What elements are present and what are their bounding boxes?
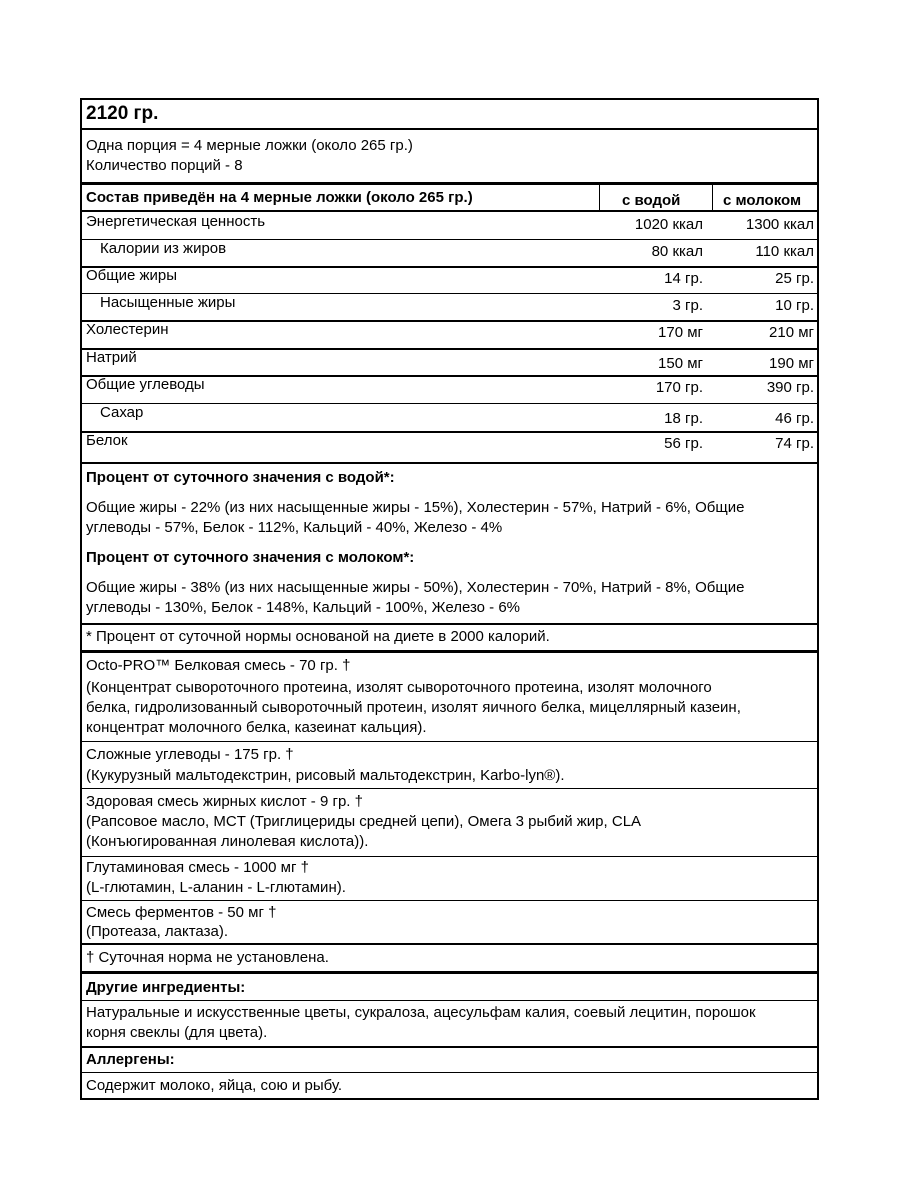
blend-protein-text: концентрат молочного белка, казеинат кальция). — [86, 719, 427, 736]
value-water: 150 мг — [658, 355, 703, 372]
divider — [82, 1000, 817, 1001]
daily-water-text: углеводы - 57%, Белок - 112%, Кальций - 40%, Железо - 4% — [86, 519, 503, 536]
divider — [82, 375, 817, 377]
nutrient-name: Холестерин — [86, 321, 169, 338]
value-milk: 46 гр. — [775, 410, 814, 427]
value-milk: 210 мг — [769, 324, 814, 341]
divider — [82, 403, 817, 404]
table-row — [82, 375, 817, 402]
nutrient-name: Общие углеводы — [86, 376, 205, 393]
blend-fats-title: Здоровая смесь жирных кислот - 9 гр. † — [86, 793, 363, 810]
allergens-title: Аллергены: — [86, 1051, 175, 1068]
table-row — [82, 403, 817, 430]
divider — [82, 943, 817, 945]
serving-size: Одна порция = 4 мерные ложки (около 265 гр.) — [86, 137, 413, 154]
blend-protein-text: (Концентрат сывороточного протеина, изолят сывороточного протеина, изолят молочного — [86, 679, 712, 696]
table-row — [82, 293, 817, 320]
value-water: 56 гр. — [664, 435, 703, 452]
divider — [82, 239, 817, 240]
daily-milk-text: Общие жиры - 38% (из них насыщенные жиры - 50%), Холестерин - 70%, Натрий - 8%, Общие — [86, 579, 745, 596]
value-milk: 25 гр. — [775, 270, 814, 287]
blend-enzymes-text: (Протеаза, лактаза). — [86, 923, 228, 940]
value-water: 80 ккал — [651, 243, 703, 260]
table-row — [82, 239, 817, 266]
blend-glutamine-text: (L-глютамин, L-аланин - L-глютамин). — [86, 879, 346, 896]
divider — [82, 462, 817, 464]
value-water: 170 гр. — [655, 379, 703, 396]
other-ingredients-text: Натуральные и искусственные цветы, сукралоза, ацесульфам калия, соевый лецитин, порошок — [86, 1004, 756, 1021]
nutrient-name: Общие жиры — [86, 267, 178, 284]
blend-enzymes-title: Смесь ферментов - 50 мг † — [86, 904, 277, 921]
divider — [599, 184, 600, 212]
nutrition-label — [80, 98, 819, 1100]
blend-protein-title: Octo-PRO™ Белковая смесь - 70 гр. † — [86, 657, 351, 674]
col-milk-header: с молоком — [723, 192, 802, 209]
other-ingredients-title: Другие ингредиенты: — [86, 979, 246, 996]
value-milk: 390 гр. — [766, 379, 814, 396]
blend-carbs-title: Сложные углеводы - 175 гр. † — [86, 746, 294, 763]
table-row — [82, 212, 817, 239]
value-water: 3 гр. — [672, 297, 703, 314]
divider — [82, 431, 817, 433]
value-milk: 110 ккал — [755, 243, 814, 260]
table-row — [82, 348, 817, 375]
divider — [82, 856, 817, 857]
dagger-note: † Суточная норма не установлена. — [86, 949, 329, 966]
allergens-text: Содержит молоко, яйца, сою и рыбу. — [86, 1077, 343, 1094]
divider — [82, 741, 817, 742]
value-milk: 190 мг — [769, 355, 814, 372]
blend-fats-text: (Конъюгированная линолевая кислота)). — [86, 833, 369, 850]
servings-count: Количество порций - 8 — [86, 157, 243, 174]
divider — [82, 900, 817, 901]
value-water: 1020 ккал — [634, 216, 703, 233]
blend-carbs-text: (Кукурузный мальтодекстрин, рисовый мальтодекстрин, Karbo-lyn®). — [86, 767, 565, 784]
divider — [82, 971, 817, 974]
value-water: 14 гр. — [664, 270, 703, 287]
divider — [82, 128, 817, 130]
daily-water-text: Общие жиры - 22% (из них насыщенные жиры - 15%), Холестерин - 57%, Натрий - 6%, Общие — [86, 499, 745, 516]
nutrient-name: Белок — [86, 432, 128, 449]
divider — [82, 650, 817, 653]
nutrient-name: Энергетическая ценность — [86, 213, 266, 230]
value-milk: 10 гр. — [775, 297, 814, 314]
divider — [82, 348, 817, 350]
divider — [82, 293, 817, 294]
divider — [82, 623, 817, 625]
col-water-header: с водой — [622, 192, 681, 209]
table-header-label: Состав приведён на 4 мерные ложки (около 265 гр.) — [86, 189, 473, 206]
value-milk: 74 гр. — [775, 435, 814, 452]
value-water: 18 гр. — [664, 410, 703, 427]
divider — [82, 1072, 817, 1073]
blend-fats-text: (Рапсовое масло, MCT (Триглицериды средней цепи), Омега 3 рыбий жир, CLA — [86, 813, 642, 830]
divider — [712, 184, 713, 212]
value-water: 170 мг — [658, 324, 703, 341]
table-row — [82, 320, 817, 347]
other-ingredients-text: корня свеклы (для цвета). — [86, 1024, 268, 1041]
blend-protein-text: белка, гидролизованный сывороточный протеин, изолят яичного белка, мицеллярный казеин, — [86, 699, 741, 716]
nutrient-name: Натрий — [86, 349, 137, 366]
daily-milk-text: углеводы - 130%, Белок - 148%, Кальций - 100%, Железо - 6% — [86, 599, 521, 616]
table-row — [82, 431, 817, 458]
divider — [82, 1046, 817, 1048]
nutrient-name: Калории из жиров — [100, 240, 227, 257]
daily-footnote: * Процент от суточной нормы основаной на диете в 2000 калорий. — [86, 628, 550, 645]
daily-water-title: Процент от суточного значения с водой*: — [86, 469, 395, 486]
divider — [82, 320, 817, 322]
divider — [82, 788, 817, 789]
nutrient-name: Насыщенные жиры — [100, 294, 236, 311]
daily-milk-title: Процент от суточного значения с молоком*: — [86, 549, 415, 566]
table-row — [82, 266, 817, 293]
value-milk: 1300 ккал — [745, 216, 814, 233]
nutrient-name: Сахар — [100, 404, 144, 421]
net-weight: 2120 гр. — [86, 103, 159, 124]
divider — [82, 182, 817, 185]
divider — [82, 266, 817, 268]
blend-glutamine-title: Глутаминовая смесь - 1000 мг † — [86, 859, 309, 876]
